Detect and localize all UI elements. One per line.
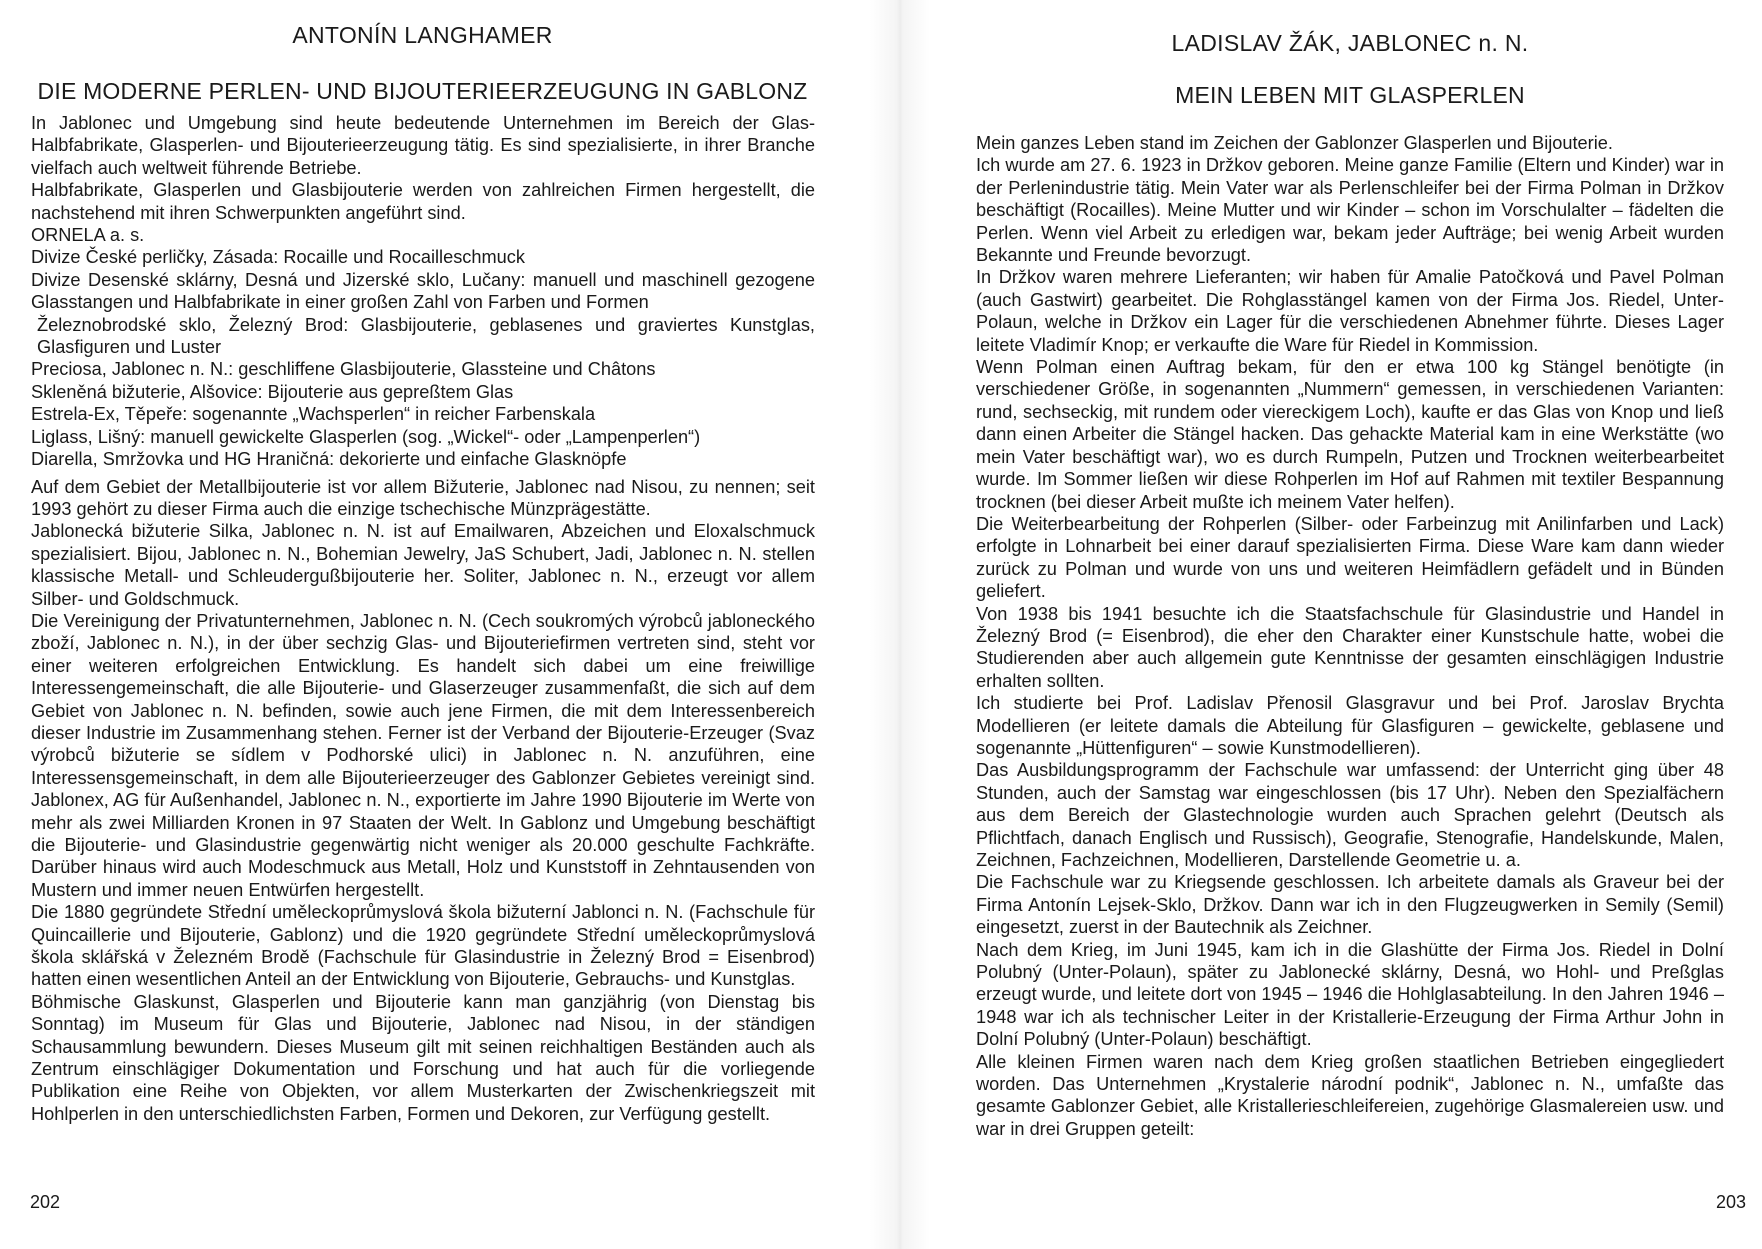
paragraph: Ich wurde am 27. 6. 1923 in Držkov geboren. Meine ganze Familie (Eltern und Kinder) war in der Perlenindustrie tätig. Mein Vater war als Perlenschleifer bei der Firma Polman in Držkov beschäftigt (Rocailles). Meine Mutter und wir Kinder – schon im Vorschulalter – fädelten die Perlen. Wenn viel Arbeit zu erledigen war, bekam jeder Aufträge; bei wenig Arbeit wurden Bekannte und Freunde bevorzugt. (976, 155, 1724, 266)
left-article-title: DIE MODERNE PERLEN- UND BIJOUTERIEERZEUGUNG IN GABLONZ (37, 78, 808, 104)
paragraph: Alle kleinen Firmen waren nach dem Krieg großen staatlichen Betrieben eingegliedert worden. Das Unternehmen „Krystalerie národní podnik“, Jablonec n. N., umfaßte das gesamte Gablonzer Gebiet, alle Kristallerieschleifereien, zugehörige Glasmalereien usw. und war in drei Gruppen geteilt: (976, 1051, 1724, 1139)
left-body-text (31, 112, 815, 1160)
paragraph: Die Vereinigung der Privatunternehmen, Jablonec n. N. (Cech soukromých výrobců jabloneckého zboží, Jablonec n. N.), in der über sechzig Glas- und Bijouteriefirmen vertreten sind, steht vor einer weiteren erfolgreichen Entwicklung. Es handelt sich dabei um eine freiwillige Interessengemeinschaft, die alle Bijouterie- und Glaserzeuger zusammenfaßt, die sich auf dem Gebiet von Jablonec n. N. befinden, sowie auch jene Firmen, die mit dem Interessenbereich dieser Industrie im Zusammenhang stehen. Ferner ist der Verband der Bijouterie-Erzeuger (Svaz výrobců bižuterie se sídlem v Podhorské ulici) in Jablonec n. N. anzuführen, eine Interessensgemeinschaft, in dem alle Bijouterieerzeuger des Gablonzer Gebietes vereinigt sind. Jablonex, AG für Außenhandel, Jablonec n. N., exportierte im Jahre 1990 Bijouterie im Werte von mehr als zwei Milliarden Kronen in 97 Staaten der Welt. In Gablonz und Umgebung beschäftigt die Bijouterie- und Glasindustrie gegenwärtig nicht weniger als 20.000 geschulte Fachkräfte. Darüber hinaus wird auch Modeschmuck aus Metall, Holz und Kunststoff in Zehntausenden von Mustern und immer neuen Entwürfen hergestellt. (31, 610, 815, 900)
paragraph: Mein ganzes Leben stand im Zeichen der Gablonzer Glasperlen und Bijouterie. (976, 133, 1613, 153)
paragraph: Železnobrodské sklo, Železný Brod: Glasbijouterie, geblasenes und graviertes Kunstglas, Glasfiguren und Luster (37, 314, 815, 358)
paragraph: Liglass, Lišný: manuell gewickelte Glasperlen (sog. „Wickel“- oder „Lampenperlen“) (31, 426, 701, 447)
paragraph: In Držkov waren mehrere Lieferanten; wir haben für Amalie Patočková und Pavel Polman (auch Gastwirt) gearbeitet. Die Rohglasstängel kamen von der Firma Jos. Riedel, Unter-Polaun, welche in Držkov ein Lager für die verschiedenen Abnehmer führte. Dieses Lager leitete Vladimír Knop; er verkaufte die Ware für Riedel in Kommission. (976, 267, 1724, 355)
left-page-number: 202 (30, 1192, 61, 1212)
right-body-text (976, 132, 1724, 1172)
paragraph: Skleněná bižuterie, Alšovice: Bijouterie aus gepreßtem Glas (31, 381, 514, 402)
paragraph: Diarella, Smržovka und HG Hraničná: dekorierte und einfache Glasknöpfe (31, 449, 627, 470)
paragraph: Divize České perličky, Zásada: Rocaille und Rocailleschmuck (31, 247, 525, 268)
left-page (0, 0, 860, 1249)
paragraph: In Jablonec und Umgebung sind heute bedeutende Unternehmen im Bereich der Glas-Halbfabrikate, Glasperlen- und Bijouterieerzeugung tätig. Es sind spezialisierte, in ihrer Branche vielfach auch weltweit führende Betriebe. (31, 113, 815, 178)
paragraph: Die 1880 gegründete Střední uměleckoprůmyslová škola bižuterní Jablonci n. N. (Fachschule für Quincaillerie und Bijouterie, Gablonz) und die 1920 gegründete Střední uměleckoprůmyslová škola sklářská v Železném Brodě (Fachschule für Glasindustrie in Železný Brod = Eisenbrod) hatten einen wesentlichen Anteil an der Entwicklung von Bijouterie, Gebrauchs- und Kunstglas. (31, 902, 815, 990)
paragraph: Preciosa, Jablonec n. N.: geschliffene Glasbijouterie, Glassteine und Châtons (31, 359, 656, 380)
book-gutter (870, 0, 930, 1249)
paragraph: Ich studierte bei Prof. Ladislav Přenosil Glasgravur und bei Prof. Jaroslav Brychta Modellieren (er leitete damals die Abteilung für Glasfiguren – gewickelte, geblasene und sogenannte „Hüttenfiguren“ – sowie Kunstmodellieren). (976, 693, 1724, 758)
paragraph: Nach dem Krieg, im Juni 1945, kam ich in die Glashütte der Firma Jos. Riedel in Dolní Polubný (Unter-Polaun), später zu Jablonecké sklárny, Desná, wo Hohl- und Preßglas erzeugt wurde, und leitete dort von 1945 – 1946 die Hohlglasabteilung. In den Jahren 1946 – 1948 war ich als technischer Leiter in der Kristallerie-Erzeugung der Firma Arthur John in Dolní Polubný (Unter-Polaun) beschäftigt. (976, 939, 1724, 1050)
paragraph: Die Fachschule war zu Kriegsende geschlossen. Ich arbeitete damals als Graveur bei der Firma Antonín Lejsek-Sklo, Držkov. Dann war ich in den Flugzeugwerken in Semily (Semil) eingesetzt, zuerst in der Bautechnik als Zeichner. (976, 872, 1724, 938)
paragraph: Jablonecká bižuterie Silka, Jablonec n. N. ist auf Emailwaren, Abzeichen und Eloxalschmuck spezialisiert. Bijou, Jablonec n. N., Bohemian Jewelry, JaS Schubert, Jadi, Jablonec n. N. stellen klassische Metall- und Schleudergußbijouterie her. Soliter, Jablonec n. N., erzeugt vor allem Silber- und Goldschmuck. (31, 521, 815, 609)
right-page-number: 203 (1716, 1192, 1747, 1212)
paragraph: Estrela-Ex, Těpeře: sogenannte „Wachsperlen“ in reicher Farbenskala (31, 404, 596, 425)
paragraph: Die Weiterbearbeitung der Rohperlen (Silber- oder Farbeinzug mit Anilinfarben und Lack) erfolgte in Lohnarbeit bei einer darauf spezialisierten Firma. Diese Ware kam dann wieder zurück zu Polman und wurde von uns und weiteren Heimfädlern gefädelt und in Bünden geliefert. (976, 513, 1724, 602)
paragraph: Wenn Polman einen Auftrag bekam, für den er etwa 100 kg Stängel benötigte (in verschiedener Größe, in sogenannten „Nummern“ gemessen, in verschiedenen Varianten: rund, sechseckig, mit rundem oder viereckigem Loch), kaufte er das Glas von Knop und ließ dann einen Arbeiter die Stängel hacken. Das gehackte Material kam in eine Werkstätte (wo mein Vater beschäftigt war), wo es durch Rumpeln, Putzen und Trocknen weiterbearbeitet wurde. Im Sommer ließen wir diese Rohperlen im Hof auf Rahmen mit textiler Bespannung trocknen (bei dieser Arbeit mußte ich meinem Vater helfen). (976, 357, 1724, 512)
paragraph: Von 1938 bis 1941 besuchte ich die Staatsfachschule für Glasindustrie und Handel in Železný Brod (= Eisenbrod), die eher den Charakter einer Kunstschule hatte, wobei die Studierenden aber auch allgemein gute Kenntnisse der gesamten einschlägigen Industrie erhalten sollten. (976, 603, 1724, 691)
paragraph: Auf dem Gebiet der Metallbijouterie ist vor allem Bižuterie, Jablonec nad Nisou, zu nennen; seit 1993 gehört zu dieser Firma auch die einzige tschechische Münzprägestätte. (31, 476, 815, 519)
right-author: LADISLAV ŽÁK, JABLONEC n. N. (1171, 30, 1529, 56)
paragraph: Halbfabrikate, Glasperlen und Glasbijouterie werden von zahlreichen Firmen hergestellt, die nachstehend mit ihren Schwerpunkten angeführt sind. (31, 180, 815, 223)
paragraph: Das Ausbildungsprogramm der Fachschule war umfassend: der Unterricht ging über 48 Stunden, auch der Samstag war eingeschlossen (bis 17 Uhr). Neben den Spezialfächern aus dem Bereich der Glastechnologie wurden auch Sprachen gelehrt (Deutsch als Pflichtfach, danach Englisch und Russisch), Geografie, Stenografie, Handelskunde, Malen, Zeichnen, Fachzeichnen, Modellieren, Darstellende Geometrie u. a. (976, 760, 1724, 870)
paragraph: Divize Desenské sklárny, Desná und Jizerské sklo, Lučany: manuell und maschinell gezogene Glasstangen und Halbfabrikate in einer großen Zahl von Farben und Formen (31, 269, 815, 313)
right-article-title: MEIN LEBEN MIT GLASPERLEN (1175, 82, 1525, 108)
left-author: ANTONÍN LANGHAMER (292, 22, 553, 48)
paragraph: ORNELA a. s. (31, 225, 145, 246)
right-page (960, 0, 1750, 1249)
paragraph: Böhmische Glaskunst, Glasperlen und Bijouterie kann man ganzjährig (von Dienstag bis Sonntag) im Museum für Glas und Bijouterie, Jablonec nad Nisou, in der ständigen Schausammlung bewundern. Dieses Museum gilt mit seinen reichhaltigen Beständen auch als Zentrum einschlägiger Dokumentation und Forschung und hat auch für die vorliegende Publikation eine Reihe von Objekten, vor allem Musterkarten der Zwischenkriegszeit mit Hohlperlen in den unterschiedlichsten Farben, Formen und Dekoren, zur Verfügung gestellt. (31, 991, 815, 1124)
